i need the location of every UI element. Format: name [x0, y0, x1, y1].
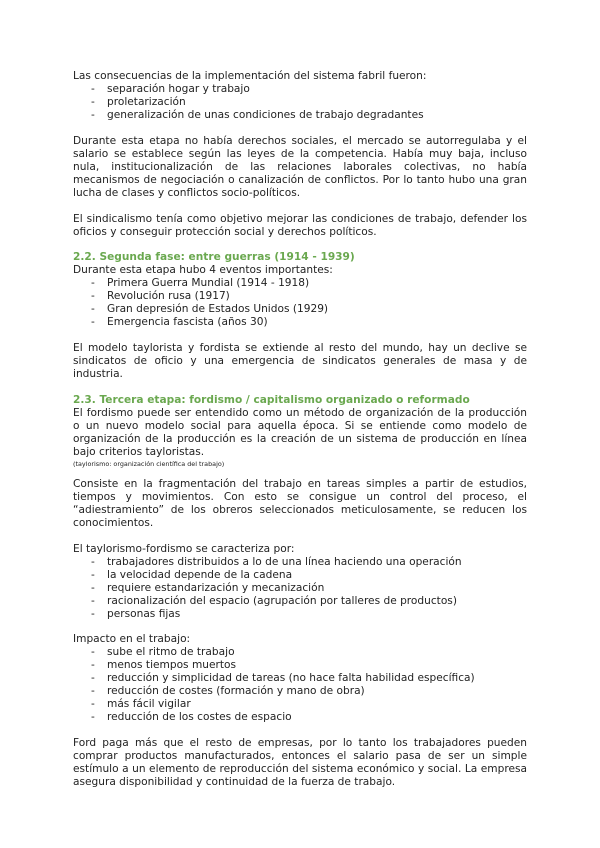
- list-item: - reducción y simplicidad de tareas (no hace falta habilidad específica): [73, 672, 527, 685]
- section-heading-2-2: 2.2. Segunda fase: entre guerras (1914 - 1939): [73, 251, 355, 264]
- list-item: - separación hogar y trabajo: [73, 83, 527, 96]
- list-item: - menos tiempos muertos: [73, 659, 527, 672]
- list-item: - Primera Guerra Mundial (1914 - 1918): [73, 277, 527, 290]
- section-2-2-intro: Durante esta etapa hubo 4 eventos importantes:: [73, 264, 333, 277]
- list-item: - proletarización: [73, 96, 527, 109]
- list-item: - personas fijas: [73, 608, 527, 621]
- document-body: [73, 70, 527, 789]
- list-item: - reducción de costes (formación y mano de obra): [73, 685, 527, 698]
- taylorism-note: (taylorismo: organización científica del trabajo): [73, 459, 225, 468]
- consists-paragraph: Consiste en la fragmentación del trabajo en tareas simples a partir de estudios, tiempos y movimientos. Con esto se consigue un control del proceso, el “adiestramiento” de los obreros seleccionados meticulosamente, se reducen los conocimientos.: [73, 477, 527, 529]
- list-item: - más fácil vigilar: [73, 698, 527, 711]
- fordism-paragraph: El fordismo puede ser entendido como un método de organización de la producción o un nuevo modelo social para aquella época. Si se entiende como modelo de organización de la producción es la creación de un sistema de producción en línea bajo criterios tayloristas.: [73, 407, 527, 458]
- taylorism-intro: El taylorismo-fordismo se caracteriza por:: [73, 542, 295, 555]
- list-item: - Emergencia fascista (años 30): [73, 316, 527, 329]
- list-item: - la velocidad depende de la cadena: [73, 569, 527, 582]
- list-item: - Gran depresión de Estados Unidos (1929): [73, 303, 527, 316]
- list-item: - generalización de unas condiciones de trabajo degradantes: [73, 109, 527, 122]
- stage-paragraph: Durante esta etapa no había derechos sociales, el mercado se autorregulaba y el salario se establece según las leyes de la competencia. Había muy baja, incluso nula, institucionalización de las relaciones laborales colectivas, no había mecanismos de negociación o canalización de conflictos. Por lo tanto hubo una gran lucha de clases y conflictos socio-políticos.: [73, 134, 527, 199]
- list-item: - trabajadores distribuidos a lo de una línea haciendo una operación: [73, 556, 527, 569]
- section-heading-2-3: 2.3. Tercera etapa: fordismo / capitalismo organizado o reformado: [73, 394, 470, 407]
- impact-list: [73, 646, 527, 724]
- ford-paragraph: Ford paga más que el resto de empresas, por lo tanto los trabajadores pueden comprar productos manufacturados, entonces el salario pasa de ser un simple estímulo a un elemento de reproducción del sistema económico y social. La empresa asegura disponibilidad y continuidad de la fuerza de trabajo.: [73, 737, 527, 788]
- impact-intro: Impacto en el trabajo:: [73, 633, 191, 646]
- list-item: - reducción de los costes de espacio: [73, 711, 527, 724]
- model-paragraph: El modelo taylorista y fordista se extiende al resto del mundo, hay un declive se sindicatos de oficio y una emergencia de sindicatos generales de masa y de industria.: [73, 342, 527, 381]
- list-item: - Revolución rusa (1917): [73, 290, 527, 303]
- list-item: - sube el ritmo de trabajo: [73, 646, 527, 659]
- consequences-list: [73, 83, 527, 122]
- list-item: - requiere estandarización y mecanización: [73, 582, 527, 595]
- list-item: - racionalización del espacio (agrupación por talleres de productos): [73, 595, 527, 608]
- syndicalism-paragraph: El sindicalismo tenía como objetivo mejorar las condiciones de trabajo, defender los oficios y conseguir protección social y derechos políticos.: [73, 212, 527, 238]
- events-list: [73, 277, 527, 329]
- taylorism-list: [73, 556, 527, 621]
- consequences-intro: Las consecuencias de la implementación del sistema fabril fueron:: [73, 70, 427, 82]
